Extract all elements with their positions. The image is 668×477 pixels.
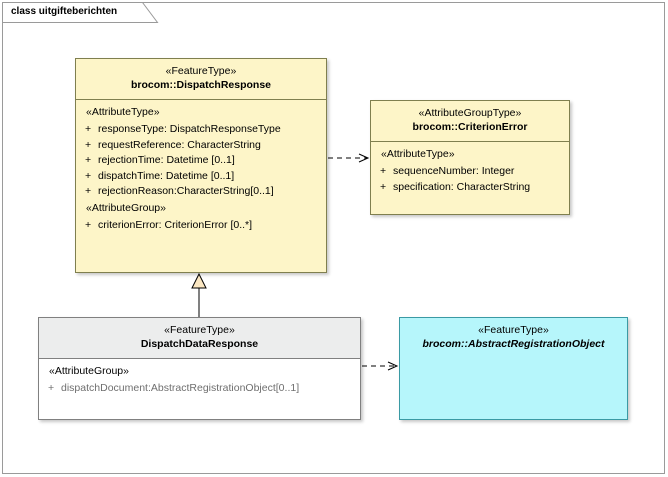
attribute-row xyxy=(45,381,356,397)
class-header xyxy=(39,318,360,358)
diagram-title: class uitgifteberichten xyxy=(11,6,118,17)
attribute-visibility: + xyxy=(85,218,92,231)
attribute-visibility: + xyxy=(85,123,92,135)
class-header xyxy=(76,59,326,99)
attribute-visibility: + xyxy=(85,138,92,151)
attribute-text: responseType: DispatchResponseType xyxy=(98,123,281,135)
attribute-visibility: + xyxy=(85,185,92,197)
class-stereotype: «FeatureType» xyxy=(165,65,237,77)
attribute-text: requestReference: CharacterString xyxy=(98,138,261,151)
attribute-text: criterionError: CriterionError [0..*] xyxy=(98,218,253,231)
attribute-text: dispatchDocument:AbstractRegistrationObject[0..1] xyxy=(61,382,300,394)
attribute-visibility: + xyxy=(85,169,92,182)
attribute-row xyxy=(82,218,322,234)
attribute-visibility: + xyxy=(85,154,92,166)
attribute-visibility: + xyxy=(380,165,387,177)
class-stereotype: «FeatureType» xyxy=(164,324,235,336)
attribute-text: rejectionTime: Datetime [0..1] xyxy=(98,154,235,166)
attribute-row xyxy=(377,180,565,196)
attribute-row xyxy=(82,138,322,154)
attribute-visibility: + xyxy=(48,382,55,394)
class-name: DispatchDataResponse xyxy=(140,338,259,350)
attribute-text: dispatchTime: Datetime [0..1] xyxy=(98,169,235,182)
class-stereotype: «FeatureType» xyxy=(478,324,549,336)
diagram-frame-tab xyxy=(2,2,162,22)
class-dispatch-data-response[interactable] xyxy=(38,317,361,420)
class-attributes xyxy=(371,142,569,200)
class-attributes xyxy=(39,359,360,402)
attribute-row xyxy=(82,153,322,169)
class-name: brocom::DispatchResponse xyxy=(130,79,272,91)
class-name: brocom::AbstractRegistrationObject xyxy=(422,338,605,350)
class-stereotype: «AttributeGroupType» xyxy=(418,107,522,119)
attribute-text: sequenceNumber: Integer xyxy=(393,165,515,177)
class-abstract-registration-object[interactable] xyxy=(399,317,628,420)
attribute-row xyxy=(82,169,322,185)
class-dispatch-response[interactable] xyxy=(75,58,327,273)
attribute-text: rejectionReason:CharacterString[0..1] xyxy=(98,185,274,197)
attribute-text: specification: CharacterString xyxy=(393,180,531,193)
class-header xyxy=(400,318,627,358)
class-attributes xyxy=(76,100,326,238)
class-name: brocom::CriterionError xyxy=(412,121,528,133)
attribute-group-stereotype: «AttributeGroup» xyxy=(49,365,129,377)
attribute-row xyxy=(82,184,322,200)
attribute-row xyxy=(82,122,322,138)
attribute-stereotype: «AttributeType» xyxy=(86,106,160,118)
class-criterion-error[interactable] xyxy=(370,100,570,215)
attribute-stereotype: «AttributeType» xyxy=(381,148,455,160)
attribute-group-stereotype: «AttributeGroup» xyxy=(86,201,166,214)
attribute-row xyxy=(377,164,565,180)
attribute-visibility: + xyxy=(380,180,387,193)
class-header xyxy=(371,101,569,141)
